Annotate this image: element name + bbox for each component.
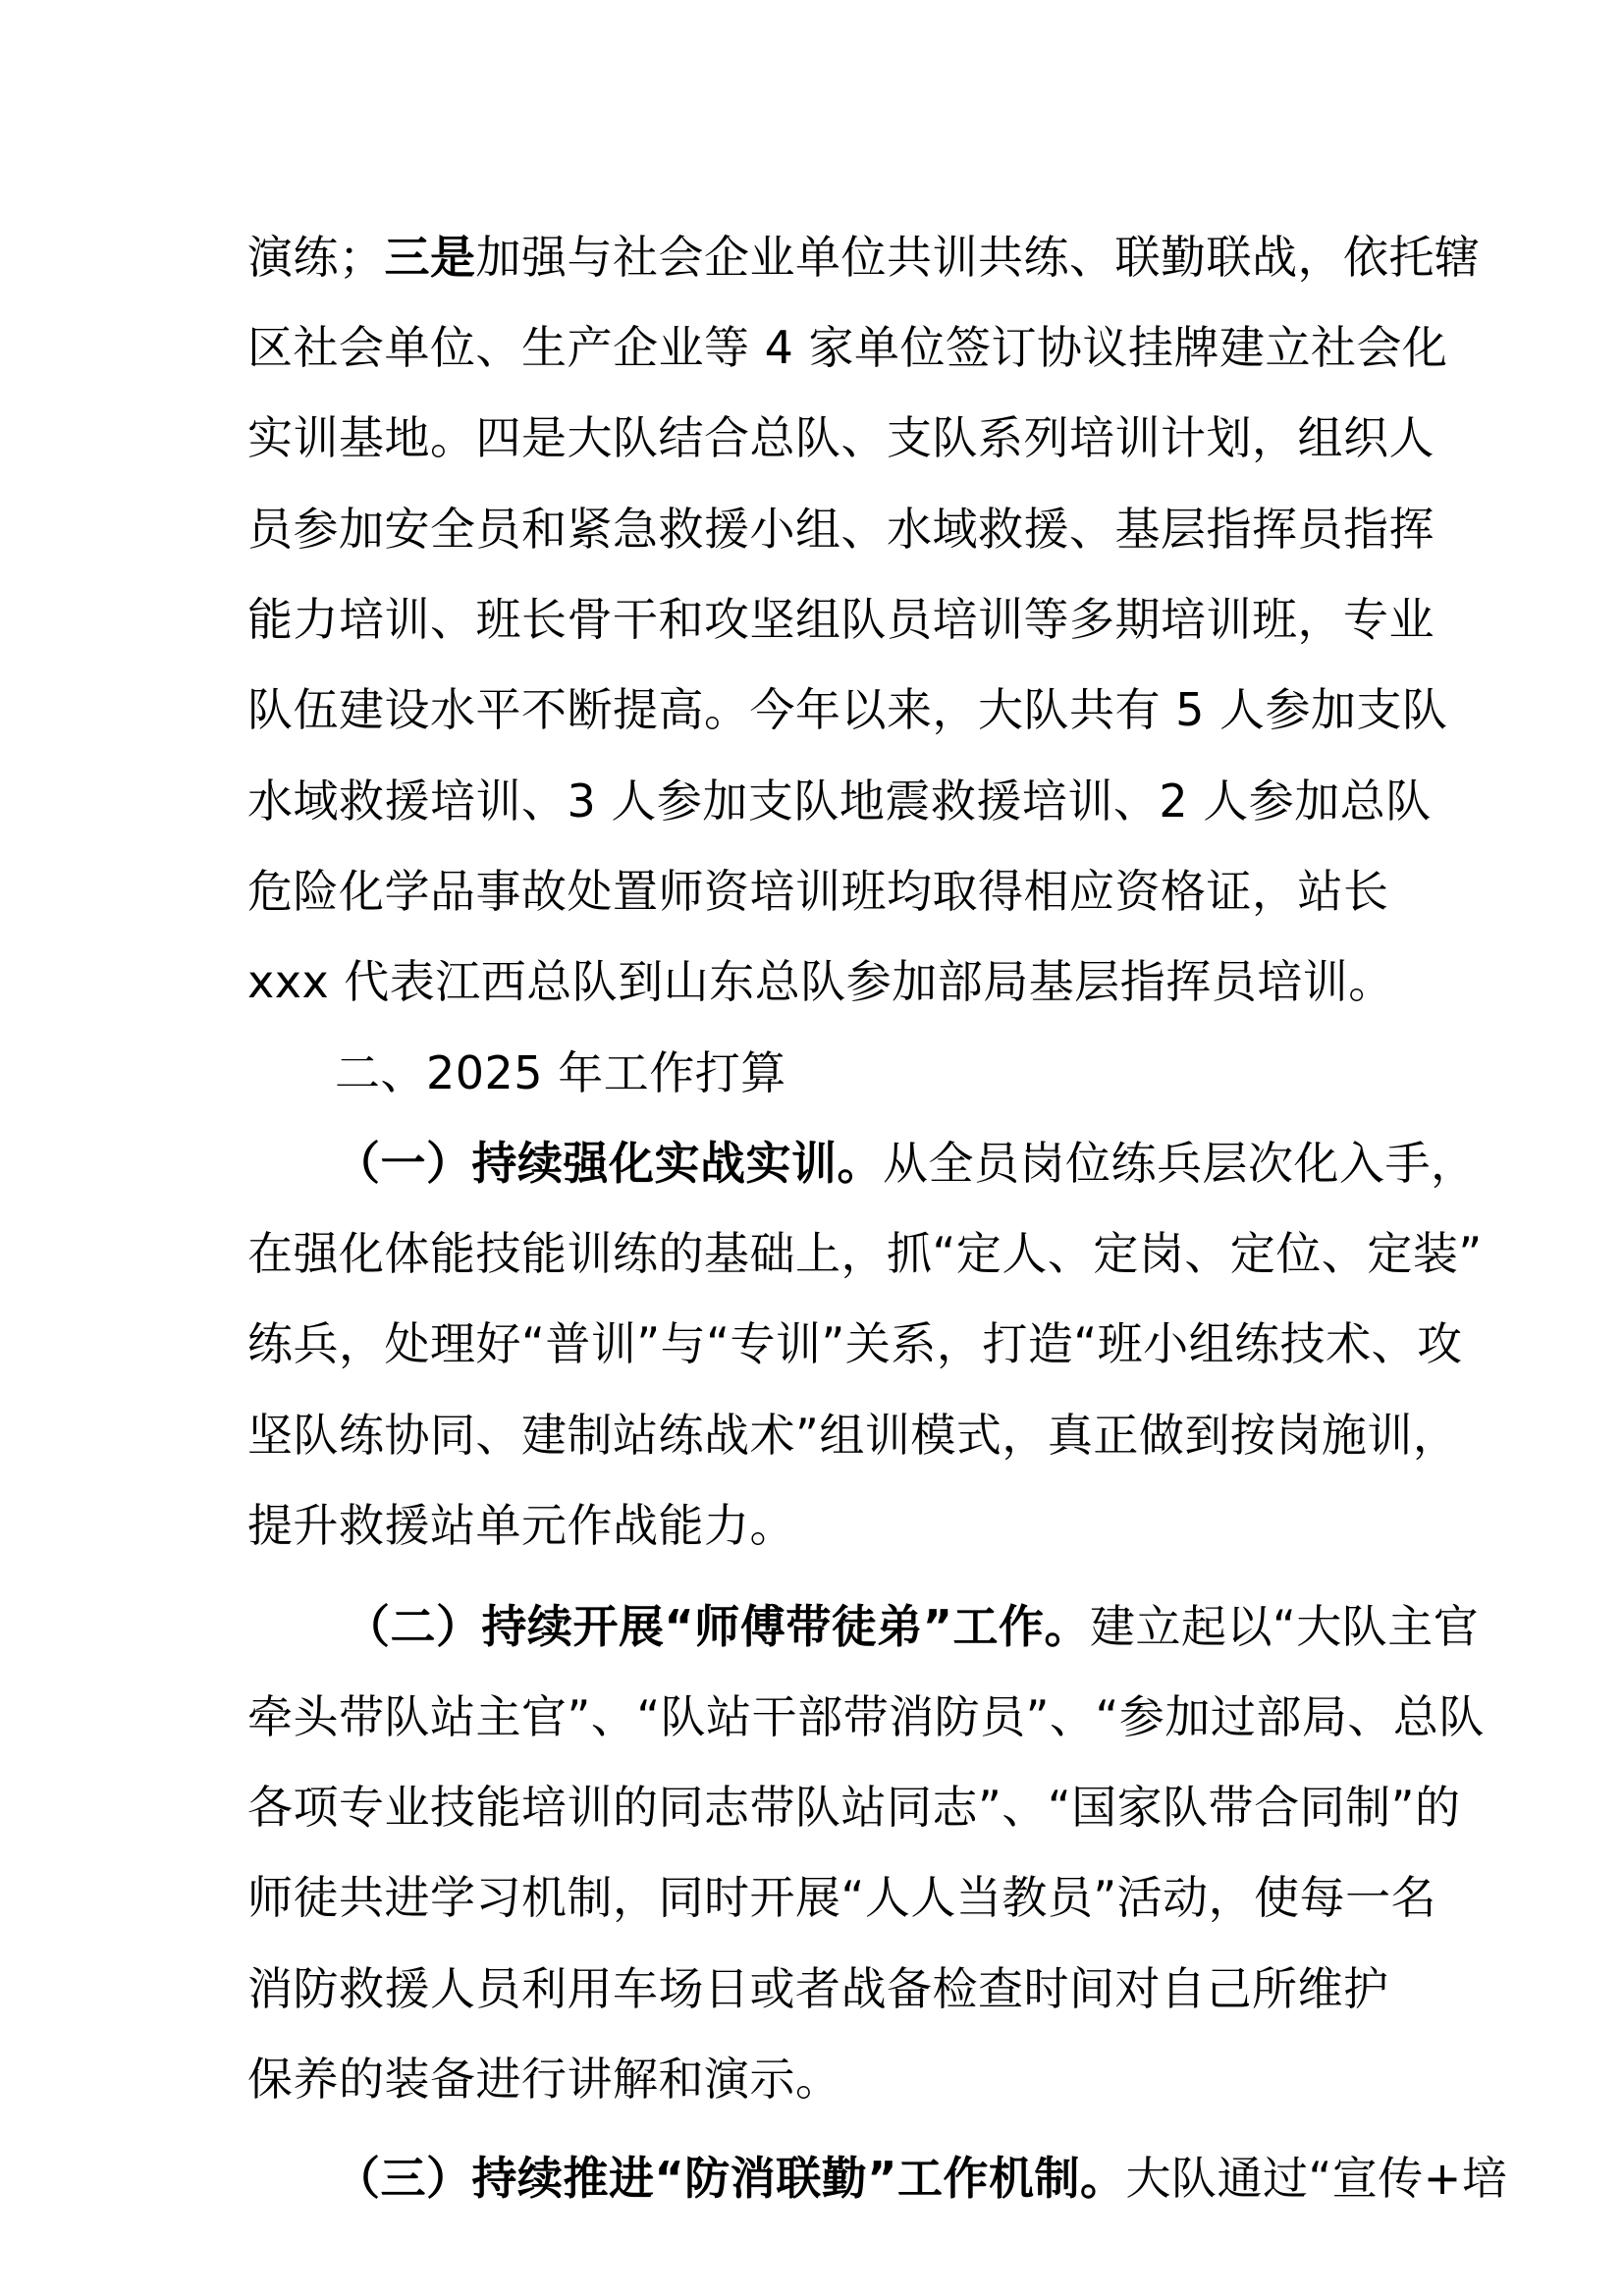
text-line-2 — [247, 318, 1448, 377]
text-run: 坚队练协同、建制站练战术”组训模式，真正做到按岗施训， — [247, 1409, 1459, 1462]
text-run: 保养的装备进行讲解和演示。 — [247, 2053, 841, 2106]
text-line-13 — [247, 1314, 1463, 1373]
text-run: 提升救援站单元作战能力。 — [247, 1499, 795, 1552]
text-line-14 — [247, 1406, 1459, 1465]
text-run: 从全员岗位练兵层次化入手， — [883, 1137, 1477, 1190]
text-run: 建立起以“大队主官 — [1089, 1600, 1480, 1653]
text-line-1 — [247, 228, 1481, 287]
text-line-7 — [247, 772, 1432, 830]
text-line-22 — [335, 2149, 1508, 2208]
text-line-5 — [247, 590, 1435, 649]
text-line-16 — [345, 1597, 1484, 1656]
text-line-19 — [247, 1868, 1437, 1927]
text-run: 水域救援培训、3 人参加支队地震救援培训、2 人参加总队 — [247, 774, 1432, 828]
text-run: 队伍建设水平不断提高。今年以来，大队共有 5 人参加支队 — [247, 683, 1448, 736]
bold-run: （三）持续推进“防消联勤”工作机制。 — [335, 2152, 1126, 2205]
text-run: 二、2025 年工作打算 — [335, 1046, 786, 1099]
bold-run: （一）持续强化实战实训。 — [335, 1137, 883, 1190]
text-line-17 — [247, 1687, 1485, 1746]
text-line-4 — [247, 500, 1435, 559]
text-run: 能力培训、班长骨干和攻坚组队员培训等多期培训班，专业 — [247, 593, 1435, 646]
text-run: 区社会单位、生产企业等 4 家单位签订协议挂牌建立社会化 — [247, 321, 1448, 374]
bold-run: （二）持续开展“师傅带徒弟”工作。 — [345, 1600, 1090, 1653]
text-line-18 — [247, 1778, 1461, 1837]
text-run: xxx 代表江西总队到山东总队参加部局基层指挥员培训。 — [247, 955, 1394, 1008]
text-line-11 — [335, 1134, 1477, 1193]
text-line-20 — [247, 1959, 1389, 2018]
text-run: 加强与社会企业单位共训共练、联勤联战，依托辖 — [475, 231, 1481, 284]
text-line-9 — [247, 952, 1394, 1011]
text-run: 实训基地。四是大队结合总队、支队系列培训计划，组织人 — [247, 411, 1435, 464]
text-line-3 — [247, 408, 1435, 467]
text-line-12 — [247, 1224, 1483, 1283]
text-line-21 — [247, 2050, 1386, 2109]
text-run: 员参加安全员和紧急救援小组、水域救援、基层指挥员指挥 — [247, 503, 1435, 556]
text-run: 在强化体能技能训练的基础上，抓“定人、定岗、定位、定装” — [247, 1227, 1483, 1280]
text-line-6 — [247, 680, 1448, 739]
text-line-8 — [247, 862, 1389, 921]
text-line-15 — [247, 1496, 1386, 1555]
bold-run: 三是 — [384, 231, 476, 284]
text-run: 练兵，处理好“普训”与“专训”关系，打造“班小组练技术、攻 — [247, 1317, 1463, 1370]
text-run: 演练； — [247, 231, 385, 284]
text-run: 牵头带队站主官”、“队站干部带消防员”、“参加过部局、总队 — [247, 1690, 1485, 1743]
text-run: 消防救援人员利用车场日或者战备检查时间对自己所维护 — [247, 1962, 1389, 2015]
text-run: 大队通过“宣传+培 — [1125, 2152, 1508, 2205]
text-run: 各项专业技能培训的同志带队站同志”、“国家队带合同制”的 — [247, 1781, 1461, 1834]
text-run: 师徒共进学习机制，同时开展“人人当教员”活动，使每一名 — [247, 1871, 1437, 1924]
section-heading — [335, 1043, 1474, 1102]
text-run: 危险化学品事故处置师资培训班均取得相应资格证，站长 — [247, 865, 1389, 918]
